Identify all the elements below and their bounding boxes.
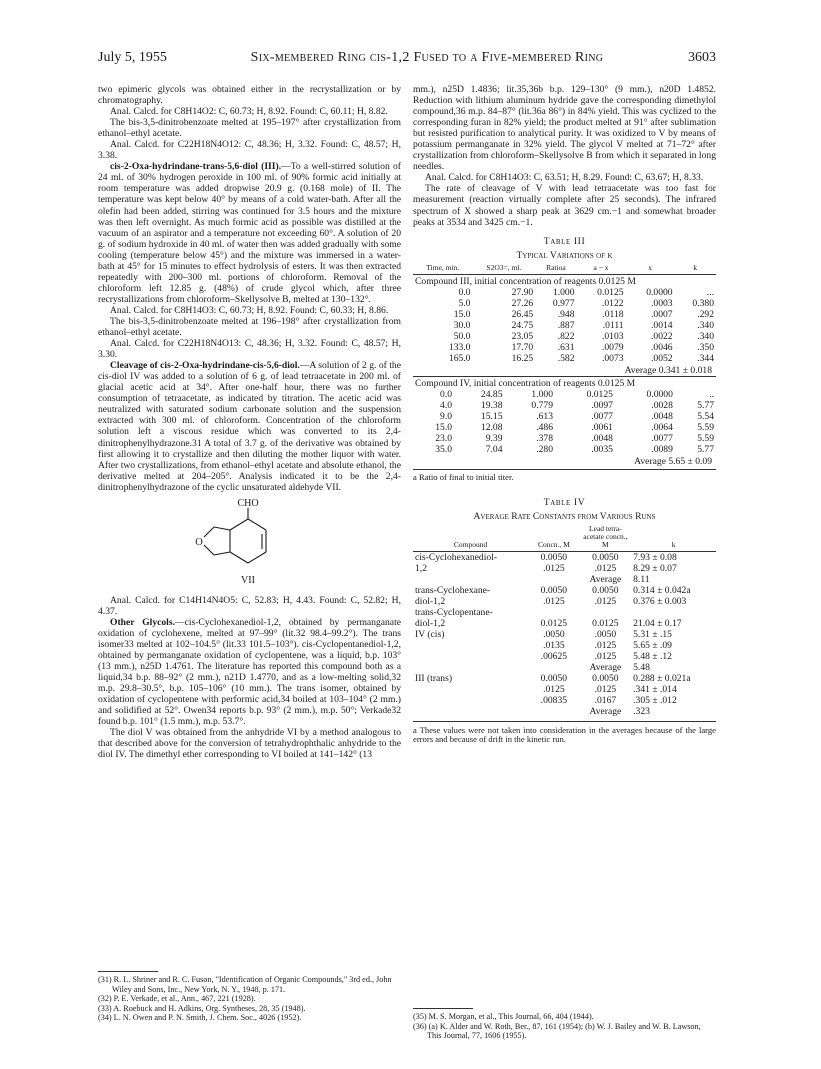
average-line: Average 0.341 ± 0.018 bbox=[624, 364, 712, 376]
table-cell: 23.0 bbox=[435, 432, 453, 444]
footnote: (31) R. L. Shriner and R. C. Fuson, "Identification of Organic Compounds," 3rd ed., John Wiley and Sons, Inc., New York, N. Y., 1948, p. 171. bbox=[98, 975, 392, 994]
paragraph: The diol V was obtained from the anhydride VI by a method analogous to that described above for the conversion of tetrahydrophthalic anhydride to the diol IV. The dimethyl ether corresponding to VI boiled at 141–142° (13 bbox=[98, 727, 401, 761]
table-cell: cis-Cyclohexanediol- bbox=[415, 551, 498, 563]
table-row bbox=[413, 400, 716, 411]
table-cell: .486 bbox=[536, 421, 553, 433]
table-cell: .0118 bbox=[602, 308, 624, 320]
table-cell bbox=[413, 640, 528, 651]
table-row bbox=[413, 640, 716, 651]
table-cell: 50.0 bbox=[453, 330, 471, 342]
table-row bbox=[413, 287, 716, 298]
table-cell: 0.0000 bbox=[646, 388, 673, 400]
table-row bbox=[413, 320, 716, 331]
right-column bbox=[413, 84, 716, 745]
table-cell: 23.05 bbox=[511, 330, 534, 342]
table-cell bbox=[528, 607, 580, 618]
average-line: Average 5.65 ± 0.09 bbox=[634, 455, 712, 467]
table-cell: .341 ± .014 bbox=[633, 683, 677, 695]
table-cell: .582 bbox=[557, 352, 575, 364]
table-row bbox=[413, 342, 716, 353]
table-cell: 8.11 bbox=[633, 573, 650, 585]
table-cell: 5.65 ± .09 bbox=[633, 639, 672, 651]
table-cell: 0.779 bbox=[531, 399, 553, 411]
table-row bbox=[413, 706, 716, 717]
footnote: (32) P. E. Verkade, et al., Ann., 467, 221 (1928). bbox=[98, 994, 256, 1004]
table-cell bbox=[528, 662, 580, 673]
table-row bbox=[413, 422, 716, 433]
table-cell: 8.29 ± 0.07 bbox=[633, 562, 677, 574]
footnote: (34) L. N. Owen and P. N. Smith, J. Chem. Soc., 4026 (1952). bbox=[98, 1013, 302, 1023]
table-cell: .0125 bbox=[594, 650, 617, 662]
table-cell: .0122 bbox=[601, 297, 624, 309]
table-iv bbox=[413, 525, 716, 717]
table-row bbox=[413, 629, 716, 640]
table-cell: .0077 bbox=[591, 410, 613, 422]
table-cell: 35.0 bbox=[435, 443, 453, 455]
table-cell: .0097 bbox=[591, 399, 613, 411]
table-cell: .0111 bbox=[602, 319, 624, 331]
table-cell: 5.48 ± .12 bbox=[633, 650, 672, 662]
issue-date: July 5, 1955 bbox=[98, 50, 167, 65]
table-cell: 5.54 bbox=[697, 410, 714, 422]
table-cell: 30.0 bbox=[453, 319, 471, 331]
table-cell: 1,2 bbox=[415, 562, 427, 574]
section-paragraph bbox=[98, 360, 401, 493]
paragraph: The rate of cleavage of V with lead tetraacetate was too fast for measurement (reaction virtually complete after 25 seconds). The infrared spectrum of X showed a sharp peak at 3629 cm.−1 and somewhat broader peaks at 3534 and 3425 cm.−1. bbox=[413, 183, 716, 228]
table-cell: .0050 bbox=[543, 628, 565, 640]
section-heading: Cleavage of cis-2-Oxa-hydrindane-cis-5,6-diol. bbox=[110, 360, 300, 372]
table-cell: 24.85 bbox=[480, 388, 503, 400]
analysis-line: Anal. Calcd. for C14H14N4O5: C, 52.83; H, 4.43. Found: C, 52.82; H, 4.37. bbox=[98, 594, 401, 617]
analysis-line: Anal. Calcd. for C8H14O3: C, 63.51; H, 8.29. Found: C, 63.67; H, 8.33. bbox=[425, 172, 704, 184]
column-header: Lead tetra-acetate concn., M bbox=[580, 525, 632, 552]
table-cell: 24.75 bbox=[511, 319, 534, 331]
table-cell: .0125 bbox=[594, 639, 617, 651]
table-cell: .0125 bbox=[594, 562, 617, 574]
table-cell: .0022 bbox=[651, 330, 673, 342]
table-cell bbox=[580, 607, 632, 618]
table-cell bbox=[528, 574, 580, 585]
table-row bbox=[413, 662, 716, 673]
paragraph-body: —cis-Cyclohexanediol-1,2, obtained by permanganate oxidation of cyclohexene, melted at 97–99° (lit.32 98.4–99.2°). The trans isomer33 melted at 102–104.5° (lit.33 101.5–103°). cis-Cyclopentanediol-1,2, obtained by permanganate oxidation of cyclopentene, was a liquid, b.p. 103° (13 mm.), n25D 1.4761. The literature has reported this compound both as a liquid,34 b.p. 88–92° (2 mm.), n21D 1.4770, and as a low-melting solid,32 m.p. 29.8–30.5°, b.p. 105–106° (10 mm.). The trans isomer, obtained by oxidation of cyclopentene with performic acid,34 boiled at 103–104° (2 mm.) and solidified at 52°. Owen34 reports b.p. 93° (2 mm.), m.p. 50°; Verkade32 found b.p. 101° (1.5 mm.), m.p. 53.7°. bbox=[98, 616, 401, 728]
table-cell: 0.0 bbox=[458, 286, 471, 298]
paragraph-body: —A solution of 2 g. of the cis-diol IV was added to a solution of 6 g. of lead tetraacetate in 200 ml. of glacial acetic acid at 34°. After one-half hour, there was no further consumption of tetraacetate, as indicated by titration. The acetic acid was neutralized with saturated sodium carbonate solution and the suspension extracted with 300 ml. of chloroform. Concentration of the chloroform solution left a viscous residue which was converted to its 2,4-dinitrophenylhydrazone.31 A total of 3.7 g. of the derivative was obtained by first allowing it to crystallize and then diluting the mother liquor with water. After two crystallizations, from ethanol–ethyl acetate and absolute ethanol, the derivative melted at 204–205°. Analysis indicated it to be the 2,4-dinitrophenylhydrazone of the cyclic unsaturated aldehyde VII. bbox=[98, 360, 401, 493]
table-cell: trans-Cyclopentane- bbox=[415, 606, 493, 618]
table-row bbox=[413, 551, 716, 563]
table-iv-caption: Average Rate Constants from Various Runs bbox=[473, 510, 656, 522]
table-cell: 12.08 bbox=[480, 421, 503, 433]
table-cell: 0.0 bbox=[440, 388, 453, 400]
section-heading: cis-2-Oxa-hydrindane-trans-5,6-diol (III). bbox=[110, 161, 282, 173]
column-header: Concn., M bbox=[528, 525, 580, 552]
table-cell: 5.59 bbox=[697, 432, 714, 444]
table-row bbox=[413, 607, 716, 618]
column-header: S2O3=, ml. bbox=[472, 264, 535, 275]
table-cell: 0.0050 bbox=[592, 584, 619, 596]
table-cell: 0.0000 bbox=[646, 286, 673, 298]
table-cell: 16.25 bbox=[511, 352, 534, 364]
table-cell: 27.26 bbox=[511, 297, 534, 309]
table-cell: trans-Cyclohexane- bbox=[415, 584, 491, 596]
table-cell bbox=[528, 706, 580, 717]
table-cell: 0.288 ± 0.021a bbox=[633, 672, 691, 684]
table-cell: .378 bbox=[536, 432, 553, 444]
table-cell: .0073 bbox=[601, 352, 624, 364]
left-column bbox=[98, 84, 401, 760]
paragraph: The bis-3,5-dinitrobenzoate melted at 195–197° after crystallization from ethanol–ethyl acetate. bbox=[98, 117, 401, 140]
table-cell: .0077 bbox=[651, 432, 673, 444]
table-cell bbox=[631, 607, 716, 618]
running-title: Six-membered Ring cis-1,2 Fused to a Five-membered Ring bbox=[250, 50, 604, 65]
table-cell: .0003 bbox=[651, 297, 673, 309]
table-cell: 0.977 bbox=[552, 297, 575, 309]
table-cell: .0028 bbox=[651, 399, 673, 411]
table-cell: 5.48 bbox=[633, 661, 650, 673]
table-cell: 15.0 bbox=[435, 421, 453, 433]
table-cell: .0048 bbox=[591, 432, 613, 444]
table-cell: .340 bbox=[697, 330, 714, 342]
column-header: a − x bbox=[577, 264, 626, 275]
table-row bbox=[413, 574, 716, 585]
table-cell: .0046 bbox=[651, 341, 673, 353]
table-cell: .887 bbox=[557, 319, 575, 331]
table-cell: diol-1,2 bbox=[415, 595, 446, 607]
table-row bbox=[413, 673, 716, 684]
column-header: Compound bbox=[413, 525, 528, 552]
section-paragraph bbox=[98, 617, 401, 727]
page-number: 3603 bbox=[688, 50, 716, 65]
table-cell: .292 bbox=[697, 308, 714, 320]
structure-label: VII bbox=[241, 574, 255, 586]
table-cell: III (trans) bbox=[415, 672, 453, 684]
table-cell: 19.38 bbox=[480, 399, 503, 411]
table-cell: 15.15 bbox=[480, 410, 503, 422]
table-cell: ... bbox=[706, 286, 714, 298]
table-cell: .0048 bbox=[651, 410, 673, 422]
table-cell: 0.0125 bbox=[540, 617, 568, 629]
table-row bbox=[413, 331, 716, 342]
table-cell: .0079 bbox=[601, 341, 624, 353]
table-cell: .0061 bbox=[591, 421, 613, 433]
table-cell: 15.0 bbox=[453, 308, 471, 320]
table-cell: .0089 bbox=[651, 443, 673, 455]
table-cell: 0.314 ± 0.042a bbox=[633, 584, 691, 596]
left-footnotes bbox=[98, 975, 401, 1023]
table-cell: 5.31 ± .15 bbox=[633, 628, 672, 640]
table-row bbox=[413, 651, 716, 662]
section-heading: Other Glycols. bbox=[110, 616, 175, 628]
table-cell: .00625 bbox=[540, 650, 568, 662]
table-cell: .344 bbox=[697, 352, 714, 364]
table-cell: .0135 bbox=[543, 639, 565, 651]
table-cell: 0.380 bbox=[692, 297, 714, 309]
table-row bbox=[413, 618, 716, 629]
table-cell bbox=[413, 574, 528, 585]
table-cell: .0125 bbox=[543, 562, 565, 574]
table-cell: 21.04 ± 0.17 bbox=[633, 617, 682, 629]
table-row bbox=[413, 353, 716, 364]
table-row bbox=[413, 585, 716, 596]
table-cell: .631 bbox=[557, 341, 575, 353]
section-paragraph bbox=[98, 161, 401, 305]
table-iii-part-2 bbox=[413, 376, 716, 455]
table-cell: 5.77 bbox=[697, 399, 714, 411]
table-cell: 0.0050 bbox=[540, 672, 568, 684]
table-cell: 0.0050 bbox=[592, 551, 619, 563]
table-cell: 0.0125 bbox=[592, 617, 619, 629]
table-cell: .0064 bbox=[651, 421, 673, 433]
table-cell: .0125 bbox=[543, 595, 565, 607]
table-footnote: a These values were not taken into consideration in the averages because of the large errors and because of drift in the kinetic run. bbox=[413, 721, 716, 746]
table-cell: .350 bbox=[697, 341, 714, 353]
table-cell: .305 ± .012 bbox=[633, 694, 677, 706]
table-cell: .0014 bbox=[651, 319, 673, 331]
paragraph: The bis-3,5-dinitrobenzoate melted at 196–198° after crystallization from ethanol–ethyl acetate. bbox=[98, 315, 401, 339]
column-header: Time, min. bbox=[413, 264, 472, 275]
table-row bbox=[413, 298, 716, 309]
table-row bbox=[413, 563, 716, 574]
table-cell: .0125 bbox=[543, 683, 565, 695]
table-cell: 0.0050 bbox=[540, 551, 568, 563]
table-row bbox=[413, 444, 716, 455]
table-cell: .0125 bbox=[594, 683, 617, 695]
table-cell: .. bbox=[709, 388, 714, 400]
table-cell bbox=[413, 695, 528, 706]
analysis-line: Anal. Calcd. for C8H14O2: C, 60.73; H, 8.92. Found: C, 60.11; H, 8.82. bbox=[110, 106, 388, 118]
table-row bbox=[413, 695, 716, 706]
paragraph-body: —To a well-stirred solution of 24 ml. of 30% hydrogen peroxide in 100 ml. of 90% formic acid initially at room temperature was added dropwise 20.9 g. (0.168 mole) of II. The temperature was kept below 40° by means of a cold water-bath. After all the olefin had been added, stirring was continued for 3.5 hours and the mixture was then left overnight. As much formic acid as possible was distilled at the vacuum of an aspirator and a temperature not exceeding 60°. A solution of 20 g. of sodium hydroxide in 40 ml. of water then was added gradually with some cooling (temperature below 45°) and the mixture was immersed in a water-bath at 45° for 15 minutes to effect hydrolysis of esters. It was then extracted repeatedly with 200–300 ml. portions of chloroform. Removal of the chloroform left 12.85 g. (48%) of crude glycol which, after three recrystallizations from chloroform–Skellysolve B, melted at 130–132°. bbox=[98, 161, 401, 305]
paragraph: mm.), n25D 1.4836; lit.35,36b b.p. 129–130° (9 mm.), n20D 1.4852. Reduction with lithium aluminum hydride gave the corresponding dimethylol compound,36 m.p. 84–87° (lit.36a 86°) in 84% yield. This was cyclized to the corresponding furan in 82% yield; the product melted at 91° after sublimation but resisted purification to analytical purity. It was oxidized to V by means of potassium permanganate in 32% yield. The glycol V melted at 71–72° after crystallization from chloroform–Skellysolve B from which it separated in long needles. bbox=[413, 84, 716, 173]
table-cell: 5.77 bbox=[697, 443, 714, 455]
table-cell: 0.0125 bbox=[586, 388, 613, 400]
table-cell: 5.59 bbox=[697, 421, 714, 433]
table-cell: .948 bbox=[557, 308, 575, 320]
group-title: Compound IV, initial concentration of reagents 0.0125 M bbox=[413, 376, 716, 389]
table-cell: IV (cis) bbox=[415, 628, 445, 640]
table-row bbox=[413, 433, 716, 444]
cho-label: CHO bbox=[237, 497, 259, 509]
table-cell: 0.0050 bbox=[592, 672, 619, 684]
table-cell: 7.93 ± 0.08 bbox=[633, 551, 677, 563]
running-header bbox=[98, 50, 716, 70]
table-iii bbox=[413, 264, 716, 364]
table-cell: 7.04 bbox=[485, 443, 503, 455]
table-cell: .323 bbox=[633, 705, 650, 717]
table-row bbox=[413, 389, 716, 400]
table-cell: Average bbox=[589, 705, 622, 717]
table-iii-caption: Typical Variations of k bbox=[516, 249, 613, 261]
table-cell: 0.376 ± 0.003 bbox=[633, 595, 687, 607]
group-title: Compound III, initial concentration of reagents 0.0125 M bbox=[413, 274, 716, 287]
table-cell: 5.0 bbox=[458, 297, 471, 309]
table-cell: 17.70 bbox=[511, 341, 534, 353]
table-iii-label: Table III bbox=[543, 235, 586, 247]
table-iv-label: Table IV bbox=[543, 496, 586, 508]
table-cell: .0167 bbox=[594, 694, 617, 706]
table-cell: .00835 bbox=[540, 694, 568, 706]
table-cell: 27.90 bbox=[511, 286, 534, 298]
table-cell: diol-1,2 bbox=[415, 617, 446, 629]
table-cell: Average bbox=[589, 661, 622, 673]
table-cell: Average bbox=[589, 573, 622, 585]
table-cell: .280 bbox=[536, 443, 553, 455]
table-cell: 165.0 bbox=[448, 352, 471, 364]
table-cell bbox=[413, 662, 528, 673]
column-header: k bbox=[675, 264, 716, 275]
table-cell: .822 bbox=[557, 330, 575, 342]
footnote: (33) A. Roebuck and H. Adkins, Org. Syntheses, 28, 35 (1948). bbox=[98, 1003, 306, 1013]
table-cell: .613 bbox=[536, 410, 553, 422]
column-header: Ratioa bbox=[535, 264, 576, 275]
analysis-line: Anal. Calcd. for C8H14O3: C, 60.73; H, 8.92. Found: C, 60.33; H, 8.86. bbox=[110, 304, 389, 316]
table-cell: .0103 bbox=[601, 330, 624, 342]
table-cell: .340 bbox=[697, 319, 714, 331]
table-row bbox=[413, 411, 716, 422]
column-header: k bbox=[631, 525, 716, 552]
table-cell: 0.0050 bbox=[540, 584, 568, 596]
structure-vii-drawing bbox=[98, 497, 401, 593]
table-cell: .0050 bbox=[594, 628, 617, 640]
table-footnote: a Ratio of final to initial titer. bbox=[413, 469, 716, 483]
footnote-rule bbox=[98, 971, 158, 972]
table-cell: 26.45 bbox=[511, 308, 534, 320]
analysis-line: Anal. Calcd. for C22H18N4O12: C, 48.36; H, 3.32. Found: C, 48.57; H, 3.38. bbox=[98, 139, 401, 162]
structure-vii bbox=[98, 497, 401, 593]
table-cell: 4.0 bbox=[440, 399, 453, 411]
table-cell: 0.0125 bbox=[597, 286, 624, 298]
table-row bbox=[413, 684, 716, 695]
analysis-line: Anal. Calcd. for C22H18N4O13: C, 48.36; H, 3.32. Found: C, 48.57; H, 3.30. bbox=[98, 338, 401, 361]
table-cell: .0035 bbox=[591, 443, 613, 455]
table-cell: 133.0 bbox=[448, 341, 471, 353]
right-footnotes bbox=[413, 1012, 716, 1041]
footnote: (35) M. S. Morgan, et al., This Journal, 66, 404 (1944). bbox=[413, 1012, 594, 1021]
table-cell: .0125 bbox=[594, 595, 617, 607]
table-cell bbox=[413, 684, 528, 695]
table-row bbox=[413, 596, 716, 607]
table-row bbox=[413, 309, 716, 320]
table-cell bbox=[413, 706, 528, 717]
table-cell: 9.0 bbox=[440, 410, 453, 422]
table-cell bbox=[413, 651, 528, 662]
table-cell: 1.000 bbox=[552, 286, 575, 298]
column-header: x bbox=[626, 264, 675, 275]
table-cell: .0007 bbox=[651, 308, 673, 320]
footnote-rule bbox=[413, 1008, 473, 1009]
footnote: (36) (a) K. Alder and W. Roth, Ber., 87, 161 (1954); (b) W. J. Bailey and W. B. Lawson, This Journal, 77, 1606 (1955). bbox=[413, 1021, 701, 1041]
paragraph: two epimeric glycols was obtained either in the recrystallization or by chromatography. bbox=[98, 84, 401, 107]
table-cell: .0052 bbox=[651, 352, 673, 364]
oxygen-label: O bbox=[195, 536, 203, 548]
table-cell: 9.39 bbox=[485, 432, 503, 444]
table-cell: 1.000 bbox=[531, 388, 553, 400]
